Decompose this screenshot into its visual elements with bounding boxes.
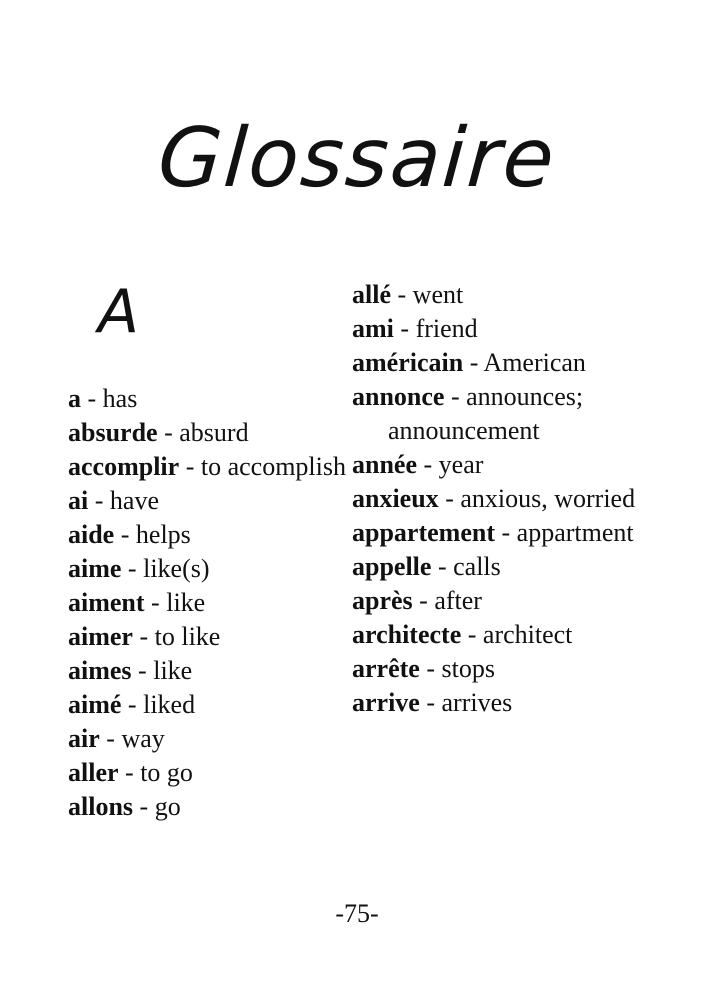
glossary-definition: liked — [143, 690, 196, 719]
glossary-definition: went — [412, 280, 464, 309]
glossary-entry: appartement - appartment — [352, 518, 634, 547]
glossary-term: absurde — [68, 418, 158, 447]
glossary-entry: a - has — [68, 384, 138, 413]
glossary-entry: ai - have — [68, 486, 159, 515]
glossary-definition: like — [153, 656, 193, 685]
glossary-term: année — [352, 450, 417, 479]
glossary-term: ami — [352, 314, 394, 343]
glossary-definition: have — [109, 486, 159, 515]
glossary-entry: aime - like(s) — [68, 554, 210, 583]
glossary-term: allons — [68, 792, 134, 821]
glossary-definition: to accomplish — [200, 452, 346, 481]
glossary-entry: allé - went — [352, 280, 464, 309]
glossary-entry: appelle - calls — [352, 552, 501, 581]
glossary-entry: aimer - to like — [68, 622, 221, 651]
glossary-definition: helps — [135, 520, 191, 549]
glossary-entry: année - year — [352, 450, 484, 479]
glossary-entry: aller - to go — [68, 758, 193, 787]
glossary-definition: like(s) — [143, 554, 210, 583]
glossary-definition: year — [438, 450, 484, 479]
glossary-entry: aide - helps — [68, 520, 191, 549]
glossary-term: aime — [68, 554, 122, 583]
glossary-definition: anxious, worried — [460, 484, 636, 513]
glossary-definition: after — [434, 586, 482, 615]
glossary-entry: américain - American — [352, 348, 586, 377]
glossary-definition: stops — [441, 654, 495, 683]
glossary-definition: like — [166, 588, 206, 617]
glossary-entry: arrive - arrives — [352, 688, 513, 717]
glossary-column-right — [352, 278, 652, 720]
glossary-term: arrive — [352, 688, 420, 717]
glossary-entry: ami - friend — [352, 314, 478, 343]
glossary-definition: announces; announcement — [388, 382, 584, 445]
glossary-term: architecte — [352, 620, 462, 649]
glossary-definition: calls — [453, 552, 501, 581]
glossary-term: allé — [352, 280, 391, 309]
glossary-entry: allons - go — [68, 792, 181, 821]
glossary-term: a — [68, 384, 81, 413]
page-number: -75- — [335, 899, 379, 928]
glossary-term: américain — [352, 348, 464, 377]
glossary-term: air — [68, 724, 100, 753]
section-letter: A — [98, 277, 140, 347]
glossary-term: aimé — [68, 690, 122, 719]
glossary-entry: aimes - like — [68, 656, 193, 685]
glossary-term: aide — [68, 520, 115, 549]
glossary-term: anxieux — [352, 484, 439, 513]
glossary-term: arrête — [352, 654, 420, 683]
glossary-term: aiment — [68, 588, 145, 617]
glossary-definition: American — [483, 348, 586, 377]
glossary-term: aimer — [68, 622, 133, 651]
glossary-definition: arrives — [441, 688, 513, 717]
glossary-definition: architect — [482, 620, 573, 649]
glossary-term: aller — [68, 758, 119, 787]
glossary-definition: to like — [154, 622, 221, 651]
glossary-term: aimes — [68, 656, 132, 685]
glossary-definition: has — [102, 384, 138, 413]
glossary-entry: annonce - announces; announcement — [352, 382, 584, 445]
glossary-entry: après - after — [352, 586, 482, 615]
glossary-definition: absurd — [179, 418, 249, 447]
glossary-term: accomplir — [68, 452, 180, 481]
glossary-term: appartement — [352, 518, 495, 547]
glossary-definition: friend — [415, 314, 478, 343]
glossary-column-left — [68, 382, 368, 824]
glossary-entry: air - way — [68, 724, 165, 753]
glossary-entry: anxieux - anxious, worried — [352, 484, 636, 513]
glossary-definition: go — [154, 792, 181, 821]
glossary-definition: appartment — [516, 518, 634, 547]
glossary-entry: aimé - liked — [68, 690, 196, 719]
glossary-entry: absurde - absurd — [68, 418, 249, 447]
glossary-term: ai — [68, 486, 89, 515]
page-title: Glossaire — [155, 111, 559, 206]
glossary-entry: accomplir - to accomplish — [68, 452, 346, 481]
glossary-entry: aiment - like — [68, 588, 206, 617]
glossary-definition: way — [121, 724, 165, 753]
glossary-term: annonce — [352, 382, 445, 411]
glossary-term: appelle — [352, 552, 432, 581]
glossary-definition: to go — [140, 758, 193, 787]
glossary-term: après — [352, 586, 413, 615]
glossary-entry: architecte - architect — [352, 620, 573, 649]
glossary-entry: arrête - stops — [352, 654, 495, 683]
